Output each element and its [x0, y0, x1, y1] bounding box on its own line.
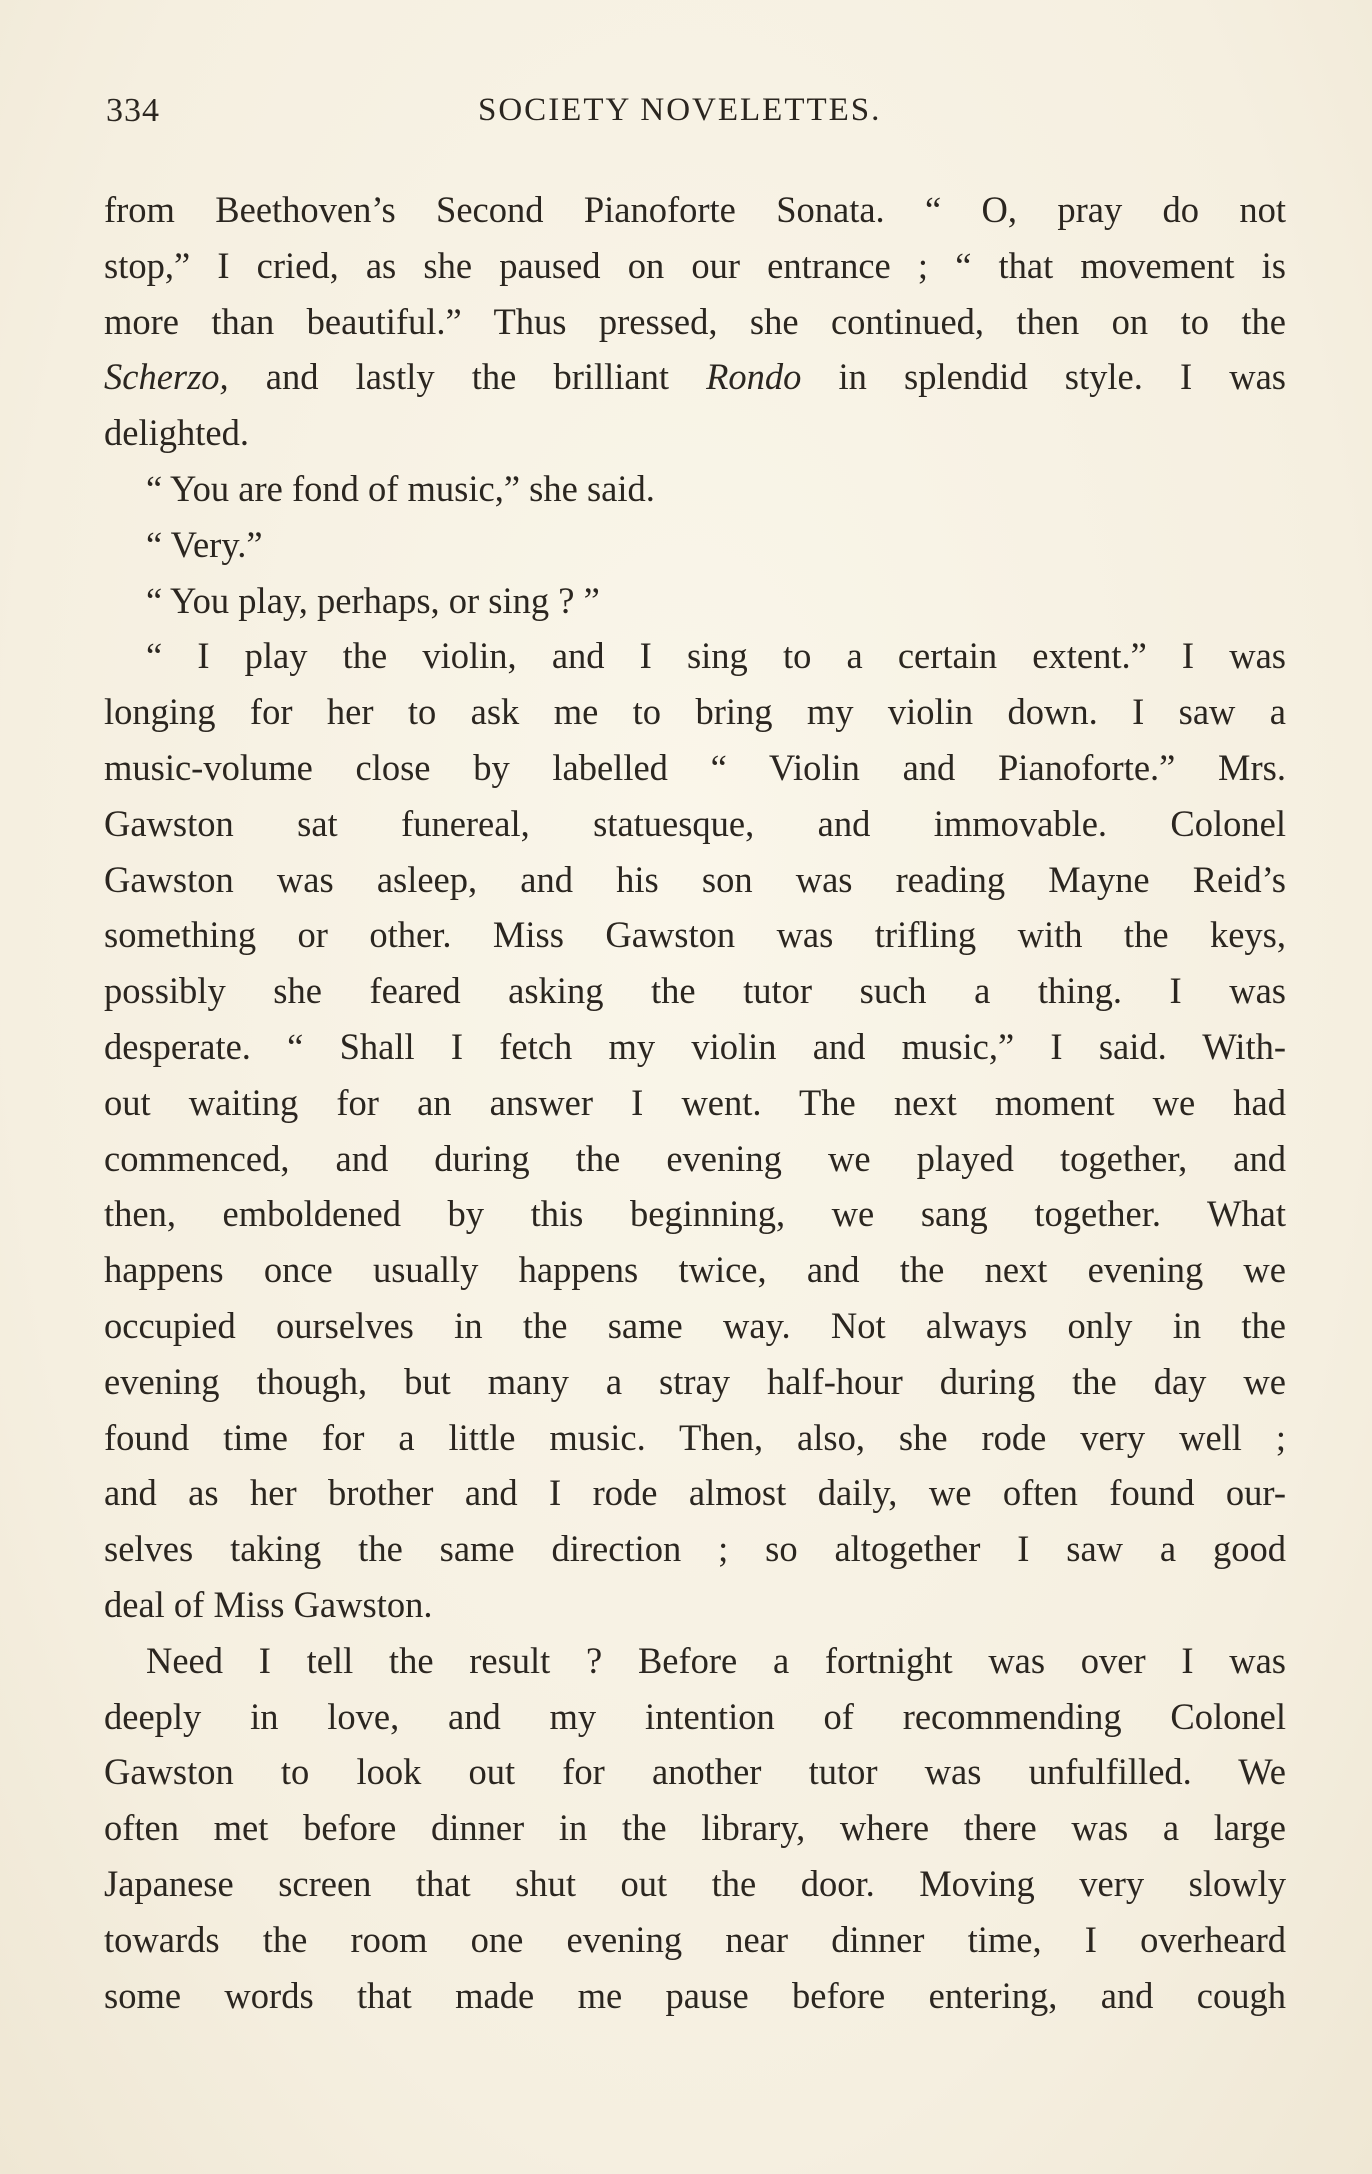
text-line: then, emboldened by this beginning, we sang together. What	[104, 1193, 1286, 1235]
text-line: Gawston was asleep, and his son was reading Mayne Reid’s	[104, 858, 1286, 900]
page-header	[106, 92, 1266, 140]
text-line: out waiting for an answer I went. The next moment we had	[104, 1081, 1286, 1123]
page-number: 334	[106, 92, 160, 129]
text-line: delighted.	[104, 412, 249, 454]
text-line: from Beethoven’s Second Pianoforte Sonata. “ O, pray do not	[104, 189, 1286, 230]
text-line: desperate. “ Shall I fetch my violin and music,” I said. With-	[104, 1025, 1286, 1067]
text-line: happens once usually happens twice, and the next evening we	[104, 1249, 1286, 1291]
text-line: Gawston to look out for another tutor was unfulfilled. We	[104, 1751, 1286, 1793]
text-line: found time for a little music. Then, also, she rode very well ;	[104, 1416, 1286, 1458]
text-line: “ Very.”	[146, 523, 263, 565]
body-text	[104, 182, 1286, 2023]
text-line: deeply in love, and my intention of recommending Colonel	[104, 1695, 1286, 1737]
running-head: SOCIETY NOVELETTES.	[478, 92, 882, 128]
text-line: commenced, and during the evening we played together, and	[104, 1137, 1286, 1179]
text-line: occupied ourselves in the same way. Not always only in the	[104, 1304, 1286, 1346]
text-line: often met before dinner in the library, where there was a large	[104, 1807, 1286, 1849]
text-line: some words that made me pause before entering, and cough	[104, 1974, 1286, 2016]
text-line: and as her brother and I rode almost daily, we often found our-	[104, 1472, 1286, 1514]
text-line: something or other. Miss Gawston was trifling with the keys,	[104, 914, 1286, 956]
text-line: evening though, but many a stray half-hour during the day we	[104, 1360, 1286, 1402]
text-line: longing for her to ask me to bring my violin down. I saw a	[104, 691, 1286, 733]
text-line: towards the room one evening near dinner time, I overheard	[104, 1918, 1286, 1960]
text-line: Scherzo, and lastly the brilliant Rondo in splendid style. I was	[104, 356, 1286, 398]
text-line: “ You play, perhaps, or sing ? ”	[146, 579, 600, 621]
text-line: more than beautiful.” Thus pressed, she continued, then on to the	[104, 300, 1286, 342]
text-line: music-volume close by labelled “ Violin and Pianoforte.” Mrs.	[104, 746, 1286, 788]
text-line: “ I play the violin, and I sing to a certain extent.” I was	[146, 635, 1286, 677]
text-line: Japanese screen that shut out the door. Moving very slowly	[104, 1862, 1286, 1904]
text-line: Need I tell the result ? Before a fortnight was over I was	[146, 1639, 1286, 1681]
text-line: possibly she feared asking the tutor such a thing. I was	[104, 970, 1286, 1012]
text-line: stop,” I cried, as she paused on our entrance ; “ that movement is	[104, 244, 1286, 286]
text-line: Gawston sat funereal, statuesque, and immovable. Colonel	[104, 802, 1286, 844]
text-line: deal of Miss Gawston.	[104, 1583, 433, 1625]
text-line: “ You are fond of music,” she said.	[146, 467, 655, 509]
text-line: selves taking the same direction ; so altogether I saw a good	[104, 1528, 1286, 1570]
